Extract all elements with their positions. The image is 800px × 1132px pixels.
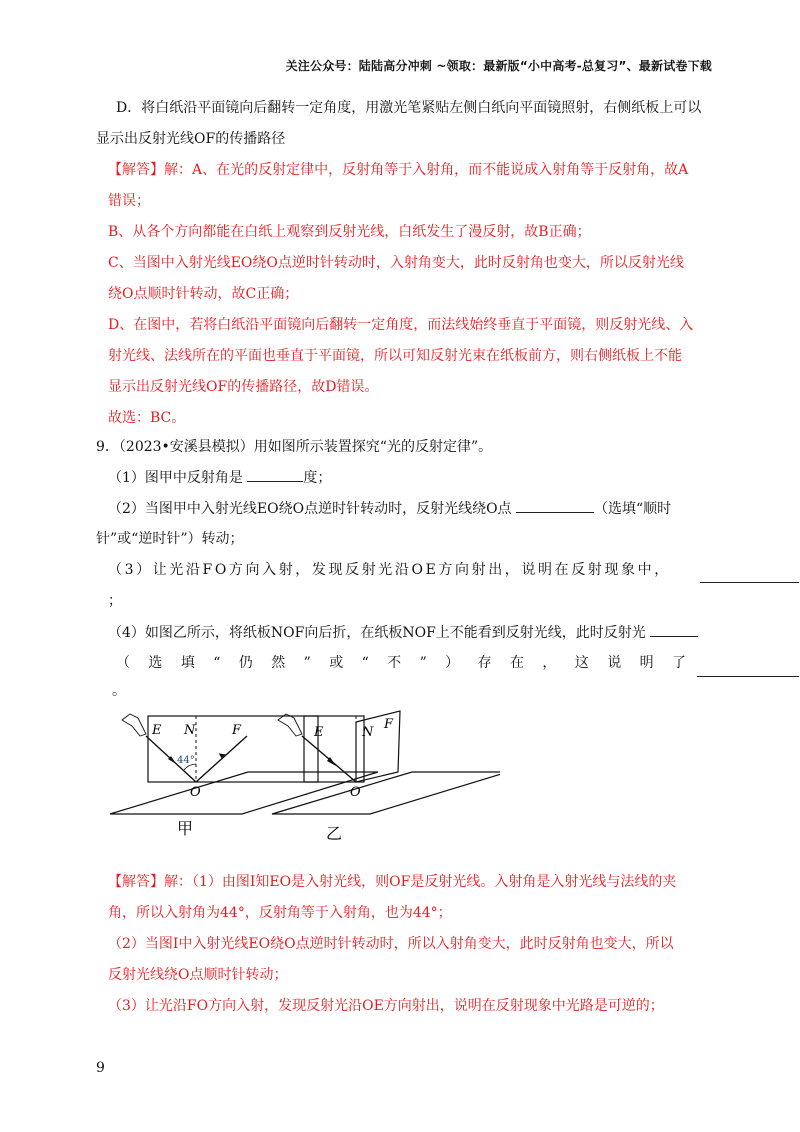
q4-line2-char: 存 (477, 655, 492, 671)
jia-label-e: E (152, 723, 162, 738)
reflection-figures (100, 706, 500, 850)
answer8-line7: 射光线、法线所在的平面也垂直于平面镜，所以可知反射光束在纸板前方，则右侧纸板上不能 (108, 348, 682, 364)
q4-line2-char: ” (419, 655, 427, 671)
q1-prefix: （1）图甲中反射角是 (108, 470, 248, 486)
yi-label-o: O (350, 785, 361, 800)
yi-plane-mirror (272, 772, 500, 814)
q4-line2-char: 或 (329, 655, 344, 671)
q4-line2-char: ” (303, 655, 311, 671)
answer8-line6: D、在图中，若将白纸沿平面镜向后翻转一定角度，而法线始终垂直于平面镜，则反射光线、入 (108, 317, 694, 333)
answer9-line2: 角，所以入射角为44°，反射角等于入射角，也为44°； (108, 905, 452, 921)
q2-suffix: （选填“顺时 (594, 501, 672, 517)
q4-line2-char: 说 (607, 655, 622, 671)
q4-line2-char: 仍 (238, 655, 253, 671)
question9-part2 (108, 498, 671, 519)
question9-part4-end: 。 (112, 683, 126, 699)
answer9-line4: 反射光线绕O点顺时针转动； (108, 967, 288, 983)
q4-line2-char: 然 (271, 655, 286, 671)
q4-line2-char: 选 (148, 655, 163, 671)
q4-text: （4）如图乙所示，将纸板NOF向后折，在纸板NOF上不能看到反射光线，此时反射光 (108, 625, 651, 641)
q4-line2-char: “ (213, 655, 221, 671)
answer8-line1: 【解答】解：A、在光的反射定律中，反射角等于入射角，而不能说成入射角等于反射角，故A (108, 162, 689, 178)
figure-yi (272, 711, 500, 843)
yi-laser-pen-hand-icon (278, 714, 302, 736)
jia-plane-mirror (110, 772, 378, 814)
answer8-line2: 错误； (108, 193, 150, 209)
question9-part4-line2 (116, 653, 686, 673)
q4-line2-char: 在 (509, 655, 524, 671)
yi-label-n: N (362, 725, 374, 740)
yi-label-f: F (384, 717, 394, 732)
jia-label-f: F (232, 723, 242, 738)
q4-answer-blank-2[interactable] (697, 662, 799, 677)
yi-label-e: E (314, 725, 324, 740)
yi-board-nof-folded (356, 711, 400, 782)
jia-caption: 甲 (177, 819, 194, 838)
q1-suffix: 度； (303, 470, 332, 486)
answer9-line5: （3）让光沿FO方向入射，发现反射光沿OE方向射出，说明在反射现象中光路是可逆的； (108, 998, 664, 1014)
q2-answer-blank[interactable] (516, 498, 594, 513)
answer8-line9: 故选：BC。 (108, 410, 186, 426)
question9-part4 (108, 622, 698, 643)
jia-label-n: N (184, 723, 196, 738)
answer9-line1: 【解答】解：（1）由图I知EO是入射光线，则OF是反射光线。入射角是入射光线与法线的夹 (108, 874, 677, 890)
q4-line2-char: （ (116, 655, 130, 671)
q4-line2-char: 填 (180, 655, 195, 671)
q4-line2-char: “ (361, 655, 369, 671)
q4-line2-char: ， (542, 655, 557, 671)
q4-line2-char: 明 (639, 655, 654, 671)
answer8-line4: C、当图中入射光线EO绕O点逆时针转动时，入射角变大，此时反射角也变大，所以反射光线 (108, 255, 684, 271)
q2-prefix: （2）当图甲中入射光线EO绕O点逆时针转动时，反射光线绕O点 (108, 501, 517, 517)
answer8-line8: 显示出反射光线OF的传播路径，故D错误。 (108, 379, 379, 395)
page-header: 关注公众号：陆陆高分冲刺 ~领取：最新版“小中高考-总复习”、最新试卷下载 (285, 59, 712, 73)
q4-line2-char: 不 (387, 655, 402, 671)
option-d-line1: D．将白纸沿平面镜向后翻转一定角度，用激光笔紧贴左侧白纸向平面镜照射，右侧纸板上可以 (116, 100, 702, 116)
question9-part3-end: ； (108, 593, 122, 609)
q3-answer-blank[interactable] (700, 568, 799, 583)
answer9-line3: （2）当图I中入射光线EO绕O点逆时针转动时，所以入射角变大，此时反射角也变大，所以 (108, 936, 674, 952)
jia-angle-label: 44° (177, 755, 195, 766)
question9-part3: （3）让光沿FO方向入射，发现反射光沿OE方向射出，说明在反射现象中， (108, 562, 671, 578)
q4-line2-char: 这 (574, 655, 589, 671)
q4-answer-blank-1[interactable] (650, 622, 698, 637)
question9-stem: 9．（2023•安溪县模拟）用如图所示装置探究“光的反射定律”。 (96, 439, 493, 455)
q1-answer-blank[interactable] (247, 467, 303, 482)
question9-part1 (108, 467, 331, 488)
q4-line2-char: 了 (672, 655, 686, 671)
option-d-line2: 显示出反射光线OF的传播路径 (96, 131, 286, 147)
yi-caption: 乙 (326, 824, 343, 843)
q4-line2-char: ） (445, 655, 460, 671)
figure-jia (110, 714, 378, 838)
jia-label-o: O (190, 785, 201, 800)
answer8-line5: 绕O点顺时针转动，故C正确； (108, 286, 299, 302)
question9-part2-line2: 针”或“逆时针”）转动； (96, 531, 244, 547)
page-number: 9 (96, 1060, 105, 1076)
answer8-line3: B、从各个方向都能在白纸上观察到反射光线，白纸发生了漫反射，故B正确； (108, 224, 591, 240)
jia-laser-pen-hand-icon (122, 714, 146, 736)
